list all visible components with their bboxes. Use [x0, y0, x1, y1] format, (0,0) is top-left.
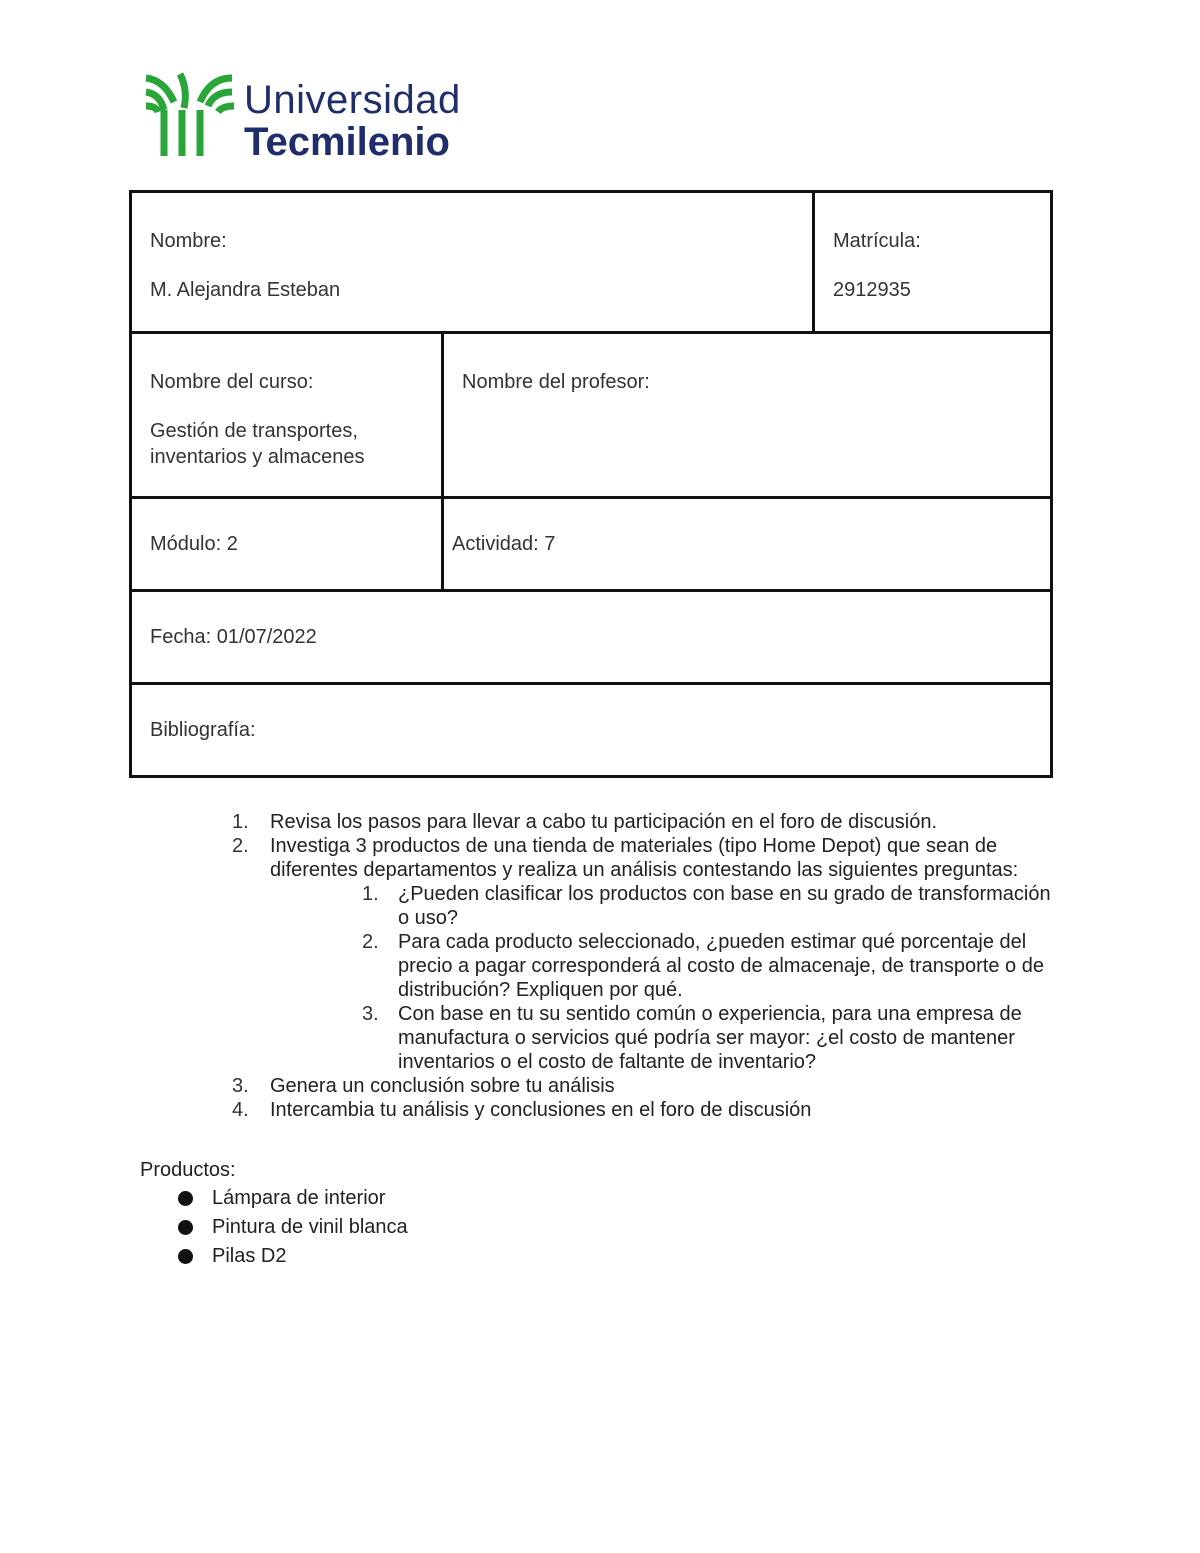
matricula-value: 2912935	[833, 279, 911, 301]
fecha-cell	[131, 591, 1052, 684]
nombre-label: Nombre:	[150, 230, 227, 252]
list-text: Investiga 3 productos de una tienda de materiales (tipo Home Depot) que sean de diferentes departamentos y realiza un análisis contestando las siguientes preguntas:	[270, 835, 1019, 881]
list-number: 3.	[232, 1075, 249, 1097]
nombre-value: M. Alejandra Esteban	[150, 279, 341, 301]
bullet-icon	[178, 1249, 193, 1264]
list-text: Para cada producto seleccionado, ¿pueden estimar qué porcentaje del precio a pagar corresponderá al costo de almacenaje, de transporte o de distribución? Expliquen por qué.	[398, 931, 1044, 1001]
actividad-cell	[443, 498, 1052, 591]
list-number: 2.	[362, 931, 379, 953]
list-item	[362, 1002, 1062, 1074]
tecmilenio-leaf-icon	[144, 72, 236, 158]
logo-text-tecmilenio: Tecmilenio	[244, 120, 450, 164]
productos-section	[140, 1156, 408, 1271]
list-item	[232, 1098, 1062, 1122]
nombre-cell	[131, 192, 814, 333]
producto-text: Pilas D2	[212, 1245, 287, 1267]
sub-questions-list	[362, 882, 1062, 1074]
bibliografia-cell	[131, 684, 1052, 777]
list-number: 1.	[362, 883, 379, 905]
curso-cell	[131, 333, 443, 498]
bullet-icon	[178, 1220, 193, 1235]
list-number: 2.	[232, 835, 249, 857]
modulo-label: Módulo: 2	[150, 532, 238, 555]
profesor-label: Nombre del profesor:	[462, 371, 650, 393]
list-item	[178, 1213, 408, 1242]
productos-title: Productos:	[140, 1159, 236, 1181]
list-number: 3.	[362, 1003, 379, 1025]
student-info-table	[129, 190, 1053, 778]
list-item	[232, 810, 1062, 834]
list-text: ¿Pueden clasificar los productos con base en su grado de transformación o uso?	[398, 883, 1051, 929]
profesor-cell	[443, 333, 1052, 498]
matricula-cell	[814, 192, 1052, 333]
list-text: Genera un conclusión sobre tu análisis	[270, 1075, 615, 1097]
modulo-cell	[131, 498, 443, 591]
list-text: Intercambia tu análisis y conclusiones en el foro de discusión	[270, 1099, 812, 1121]
curso-value-line2: inventarios y almacenes	[150, 446, 365, 468]
fecha-label: Fecha: 01/07/2022	[150, 625, 317, 648]
producto-text: Lámpara de interior	[212, 1187, 386, 1209]
list-item	[178, 1184, 408, 1213]
bibliografia-label: Bibliografía:	[150, 718, 256, 741]
actividad-label: Actividad: 7	[452, 532, 556, 555]
curso-value	[150, 418, 423, 470]
list-item	[232, 834, 1062, 882]
curso-label: Nombre del curso:	[150, 371, 314, 393]
curso-value-line1: Gestión de transportes,	[150, 420, 358, 442]
list-item	[362, 882, 1062, 930]
list-number: 1.	[232, 811, 249, 833]
list-text: Con base en tu su sentido común o experiencia, para una empresa de manufactura o servicios qué podría ser mayor: ¿el costo de mantener inventarios o el costo de faltante de inventario?	[398, 1003, 1022, 1073]
matricula-label: Matrícula:	[833, 230, 921, 252]
producto-text: Pintura de vinil blanca	[212, 1216, 408, 1238]
list-text: Revisa los pasos para llevar a cabo tu participación en el foro de discusión.	[270, 811, 938, 833]
list-item	[362, 930, 1062, 1002]
logo-text-universidad: Universidad	[244, 78, 461, 122]
bullet-icon	[178, 1191, 193, 1206]
instructions-list	[232, 810, 1062, 1122]
university-logo	[144, 72, 484, 162]
list-item	[178, 1242, 408, 1271]
list-item	[232, 1074, 1062, 1098]
list-number: 4.	[232, 1099, 249, 1121]
